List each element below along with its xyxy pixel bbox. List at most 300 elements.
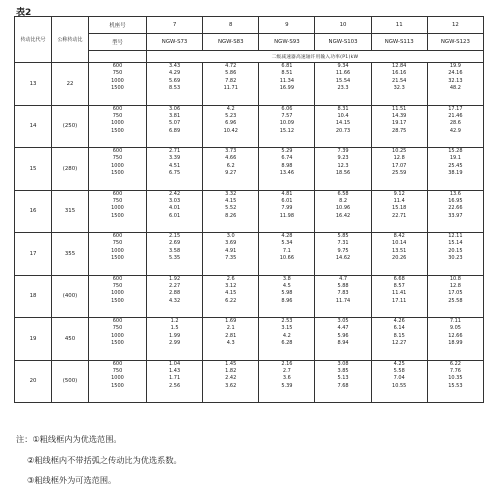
- power-value: 14.15: [335, 120, 351, 127]
- power-value: 10.09: [279, 120, 295, 127]
- power-cell: [259, 63, 315, 106]
- power-value: 2.16: [281, 360, 293, 367]
- power-value: 5.39: [281, 382, 293, 389]
- note-3: ③粗线框外为可选范围。: [27, 475, 117, 485]
- power-value: 4.72: [225, 63, 237, 69]
- power-value: 4.15: [225, 197, 237, 204]
- speed-value: 1000: [111, 247, 124, 254]
- power-value: 4.91: [225, 247, 237, 254]
- power-value: 38.19: [448, 170, 463, 177]
- power-cell: [315, 63, 371, 106]
- power-value: 10.96: [335, 205, 351, 212]
- power-value: 12.84: [392, 63, 407, 69]
- power-value: 15.14: [448, 240, 463, 247]
- power-value: 9.05: [449, 325, 461, 332]
- power-value: 1.2: [170, 318, 179, 324]
- power-value: 4.81: [281, 190, 293, 197]
- speed-value: 1500: [111, 382, 124, 389]
- power-value: 2.15: [169, 233, 181, 239]
- power-cell: [203, 190, 259, 233]
- power-value: 9.12: [393, 190, 405, 197]
- power-value: 3.08: [337, 360, 349, 367]
- power-value: 1.92: [169, 275, 181, 282]
- note-lead: 注：: [16, 434, 33, 444]
- power-value: 4.2: [226, 105, 235, 112]
- power-cell: [371, 63, 427, 106]
- power-value: 3.6: [282, 375, 291, 382]
- power-value: 3.43: [169, 63, 181, 69]
- speed-value: 600: [112, 190, 123, 197]
- power-cell: [259, 318, 315, 361]
- power-value: 2.53: [281, 318, 293, 324]
- power-value: 4.29: [169, 70, 181, 77]
- power-value: 7.1: [282, 247, 291, 254]
- model-s103: NGW-S103: [315, 34, 371, 51]
- ratio-code-header: 传动比代号: [15, 17, 52, 63]
- power-value: 8.57: [393, 282, 405, 289]
- power-value: 4.25: [393, 360, 405, 367]
- power-table: [14, 16, 484, 403]
- power-value: 11.74: [335, 297, 351, 304]
- power-value: 8.31: [337, 105, 349, 112]
- power-value: 12.3: [337, 162, 349, 169]
- power-value: 3.32: [225, 190, 237, 197]
- power-value: 10.55: [392, 382, 407, 389]
- power-cell: [147, 190, 203, 233]
- power-value: 3.05: [337, 318, 349, 324]
- table-row: [15, 105, 484, 148]
- power-value: 6.06: [281, 105, 293, 112]
- power-value: 4.2: [282, 332, 291, 339]
- power-value: 5.34: [281, 240, 293, 247]
- speed-value: 1000: [111, 290, 124, 297]
- power-value: 5.86: [225, 70, 237, 77]
- ratio-code-cell: 15: [15, 148, 52, 191]
- speed-value: 750: [112, 112, 123, 119]
- power-value: 5.85: [337, 233, 349, 239]
- power-value: 28.6: [449, 120, 461, 127]
- power-cell: [259, 233, 315, 276]
- power-value: 20.73: [335, 127, 351, 134]
- speed-value: 1500: [111, 170, 124, 177]
- power-value: 4.15: [225, 290, 237, 297]
- power-value: 7.31: [337, 240, 349, 247]
- speed-value: 1000: [111, 332, 124, 339]
- power-value: 2.1: [226, 325, 235, 332]
- speed-value: 750: [112, 70, 123, 77]
- speed-value: 1500: [111, 255, 124, 262]
- power-value: 6.01: [169, 212, 181, 219]
- speed-value: 600: [112, 63, 123, 69]
- power-cell: [315, 105, 371, 148]
- nominal-ratio-cell: 450: [52, 318, 89, 361]
- frame-9: 9: [259, 17, 315, 34]
- power-value: 6.14: [393, 325, 405, 332]
- power-value: 10.35: [448, 375, 463, 382]
- power-value: 4.32: [169, 297, 181, 304]
- speed-value: 600: [112, 318, 123, 324]
- power-value: 19.9: [449, 63, 461, 69]
- power-value: 6.01: [281, 197, 293, 204]
- speed-value: 750: [112, 325, 123, 332]
- power-value: 14.39: [392, 112, 407, 119]
- nominal-ratio-cell: (250): [52, 105, 89, 148]
- note-1: 注：①粗线框内为优选范围。: [16, 434, 122, 444]
- power-value: 11.71: [223, 85, 238, 92]
- power-value: 2.27: [169, 282, 181, 289]
- speed-value: 750: [112, 367, 123, 374]
- power-value: 5.23: [225, 112, 237, 119]
- power-value: 5.69: [169, 77, 181, 84]
- power-value: 4.7: [339, 275, 348, 282]
- power-value: 4.26: [393, 318, 405, 324]
- power-value: 10.14: [392, 240, 407, 247]
- speed-list: [89, 233, 147, 276]
- ratio-code-cell: 17: [15, 233, 52, 276]
- table-row: [15, 148, 484, 191]
- power-value: 2.56: [169, 382, 181, 389]
- power-value: 3.03: [169, 197, 181, 204]
- power-value: 9.23: [337, 155, 349, 162]
- power-value: 8.94: [337, 340, 349, 347]
- power-value: 10.25: [392, 148, 407, 154]
- notes: [16, 429, 182, 491]
- speed-value: 600: [112, 148, 123, 154]
- power-value: 8.15: [393, 332, 405, 339]
- power-cell: [147, 105, 203, 148]
- power-value: 7.68: [337, 382, 349, 389]
- power-cell: [203, 275, 259, 318]
- speed-value: 750: [112, 197, 123, 204]
- power-value: 16.16: [392, 70, 407, 77]
- speed-value: 1500: [111, 85, 124, 92]
- model-s113: NGW-S113: [371, 34, 427, 51]
- power-value: 15.53: [448, 382, 463, 389]
- power-value: 28.75: [392, 127, 407, 134]
- power-value: 6.81: [281, 63, 293, 69]
- speed-value: 750: [112, 155, 123, 162]
- power-value: 5.07: [169, 120, 181, 127]
- power-value: 17.11: [392, 297, 407, 304]
- power-cell: [371, 190, 427, 233]
- power-value: 3.12: [225, 282, 237, 289]
- power-value: 25.59: [392, 170, 407, 177]
- table-row: [15, 318, 484, 361]
- speed-value: 1000: [111, 162, 124, 169]
- power-cell: [427, 233, 483, 276]
- power-value: 6.75: [169, 170, 181, 177]
- table-row: [15, 275, 484, 318]
- power-value: 25.58: [448, 297, 463, 304]
- table-row: [15, 63, 484, 106]
- power-cell: [315, 360, 371, 403]
- power-value: 9.27: [225, 170, 237, 177]
- ratio-code-cell: 18: [15, 275, 52, 318]
- power-value: 5.29: [281, 148, 293, 154]
- power-value: 16.42: [335, 212, 351, 219]
- power-value: 5.88: [337, 282, 349, 289]
- power-value: 15.28: [448, 148, 463, 154]
- power-value: 6.22: [225, 297, 237, 304]
- power-value: 3.62: [225, 382, 237, 389]
- power-value: 7.83: [337, 290, 349, 297]
- power-value: 11.98: [279, 212, 295, 219]
- power-cell: [427, 318, 483, 361]
- power-value: 5.52: [225, 205, 237, 212]
- power-cell: [147, 148, 203, 191]
- power-value: 10.66: [279, 255, 295, 262]
- ratio-code-cell: 16: [15, 190, 52, 233]
- power-value: 7.04: [393, 375, 405, 382]
- power-value: 15.18: [392, 205, 407, 212]
- speed-list: [89, 105, 147, 148]
- power-value: 3.39: [169, 155, 181, 162]
- speed-value: 1500: [111, 212, 124, 219]
- speed-value: 600: [112, 275, 123, 282]
- power-value: 3.85: [337, 367, 349, 374]
- power-blank: [89, 51, 147, 63]
- power-value: 6.74: [281, 155, 293, 162]
- power-value: 33.97: [448, 212, 463, 219]
- power-value: 11.41: [392, 290, 407, 297]
- model-s123: NGW-S123: [427, 34, 483, 51]
- power-value: 2.99: [169, 340, 181, 347]
- power-value: 1.5: [170, 325, 179, 332]
- power-value: 2.88: [169, 290, 181, 297]
- power-value: 9.75: [337, 247, 349, 254]
- power-caption: 二级减速器高速轴许用输入功率(P1)kW: [147, 51, 484, 63]
- power-value: 6.58: [337, 190, 349, 197]
- power-value: 5.96: [337, 332, 349, 339]
- nominal-ratio-cell: (400): [52, 275, 89, 318]
- nominal-ratio-cell: 22: [52, 63, 89, 106]
- table-title: 表2: [16, 8, 32, 18]
- power-value: 4.01: [169, 205, 181, 212]
- frame-12: 12: [427, 17, 483, 34]
- power-value: 5.58: [393, 367, 405, 374]
- power-cell: [203, 105, 259, 148]
- power-value: 6.22: [449, 360, 461, 367]
- power-value: 12.8: [449, 282, 461, 289]
- power-value: 5.13: [337, 375, 349, 382]
- power-value: 15.12: [279, 127, 295, 134]
- power-cell: [315, 148, 371, 191]
- speed-value: 1000: [111, 120, 124, 127]
- speed-value: 1500: [111, 127, 124, 134]
- power-value: 7.35: [225, 255, 237, 262]
- power-cell: [203, 233, 259, 276]
- power-cell: [371, 233, 427, 276]
- power-value: 5.98: [281, 290, 293, 297]
- speed-list: [89, 190, 147, 233]
- power-value: 4.28: [281, 233, 293, 239]
- power-value: 3.06: [169, 105, 181, 112]
- power-cell: [371, 105, 427, 148]
- power-value: 8.96: [281, 297, 293, 304]
- power-value: 25.45: [448, 162, 463, 169]
- speed-list: [89, 275, 147, 318]
- power-value: 1.99: [169, 332, 181, 339]
- power-value: 7.57: [281, 112, 293, 119]
- power-value: 11.51: [392, 105, 407, 112]
- power-value: 11.4: [393, 197, 405, 204]
- power-value: 11.34: [279, 77, 295, 84]
- power-cell: [427, 105, 483, 148]
- power-cell: [259, 105, 315, 148]
- power-value: 3.73: [225, 148, 237, 154]
- model-s83: NGW-S83: [203, 34, 259, 51]
- speed-value: 600: [112, 233, 123, 239]
- model-s73: NGW-S73: [147, 34, 203, 51]
- power-value: 6.68: [393, 275, 405, 282]
- speed-value: 750: [112, 240, 123, 247]
- nominal-ratio-cell: 355: [52, 233, 89, 276]
- power-value: 17.07: [392, 162, 407, 169]
- power-value: 2.6: [226, 275, 235, 282]
- power-value: 1.69: [225, 318, 237, 324]
- power-cell: [147, 63, 203, 106]
- power-value: 6.28: [281, 340, 293, 347]
- speed-list: [89, 148, 147, 191]
- power-value: 15.54: [335, 77, 351, 84]
- power-value: 18.56: [335, 170, 351, 177]
- power-value: 32.13: [448, 77, 463, 84]
- power-value: 19.17: [392, 120, 407, 127]
- power-cell: [427, 63, 483, 106]
- power-value: 13.6: [449, 190, 461, 197]
- power-cell: [259, 148, 315, 191]
- power-value: 4.47: [337, 325, 349, 332]
- speed-value: 600: [112, 360, 123, 367]
- frame-8: 8: [203, 17, 259, 34]
- power-value: 10.42: [223, 127, 238, 134]
- power-value: 30.23: [448, 255, 463, 262]
- table-body: [15, 63, 484, 403]
- power-cell: [147, 360, 203, 403]
- power-value: 3.8: [282, 275, 291, 282]
- power-value: 17.05: [448, 290, 463, 297]
- power-cell: [427, 360, 483, 403]
- power-value: 2.69: [169, 240, 181, 247]
- power-cell: [203, 318, 259, 361]
- power-value: 7.76: [449, 367, 461, 374]
- power-cell: [259, 275, 315, 318]
- power-value: 14.62: [335, 255, 351, 262]
- power-value: 2.71: [169, 148, 181, 154]
- nominal-ratio-header: 公称传动比: [52, 17, 89, 63]
- frame-10: 10: [315, 17, 371, 34]
- power-value: 2.42: [169, 190, 181, 197]
- power-cell: [427, 148, 483, 191]
- power-value: 48.2: [449, 85, 461, 92]
- frame-label: 机座号: [89, 17, 147, 34]
- power-value: 1.43: [169, 367, 181, 374]
- power-value: 3.58: [169, 247, 181, 254]
- speed-value: 1500: [111, 297, 124, 304]
- power-value: 20.26: [392, 255, 407, 262]
- power-value: 6.89: [169, 127, 181, 134]
- power-value: 10.8: [449, 275, 461, 282]
- power-value: 3.81: [169, 112, 181, 119]
- power-cell: [203, 63, 259, 106]
- speed-value: 1000: [111, 375, 124, 382]
- power-value: 22.71: [392, 212, 407, 219]
- power-value: 4.5: [282, 282, 291, 289]
- frame-7: 7: [147, 17, 203, 34]
- power-value: 13.51: [392, 247, 407, 254]
- power-value: 5.35: [169, 255, 181, 262]
- power-value: 8.53: [169, 85, 181, 92]
- power-value: 21.46: [448, 112, 463, 119]
- power-value: 1.45: [225, 360, 237, 367]
- speed-list: [89, 63, 147, 106]
- power-cell: [147, 275, 203, 318]
- power-value: 8.42: [393, 233, 405, 239]
- power-value: 9.34: [337, 63, 349, 69]
- power-value: 3.15: [281, 325, 293, 332]
- power-value: 18.99: [448, 340, 463, 347]
- power-value: 8.98: [281, 162, 293, 169]
- power-cell: [259, 360, 315, 403]
- power-cell: [315, 318, 371, 361]
- power-cell: [371, 275, 427, 318]
- power-value: 12.66: [448, 332, 463, 339]
- speed-list: [89, 360, 147, 403]
- power-value: 7.82: [225, 77, 237, 84]
- power-value: 8.26: [225, 212, 237, 219]
- speed-list: [89, 318, 147, 361]
- power-value: 17.17: [448, 105, 463, 112]
- ratio-code-cell: 19: [15, 318, 52, 361]
- power-value: 11.66: [335, 70, 351, 77]
- table-row: [15, 360, 484, 403]
- power-value: 20.15: [448, 247, 463, 254]
- speed-value: 1000: [111, 77, 124, 84]
- table-row: [15, 233, 484, 276]
- power-value: 4.3: [226, 340, 235, 347]
- power-cell: [315, 190, 371, 233]
- power-value: 1.82: [225, 367, 237, 374]
- power-value: 24.16: [448, 70, 463, 77]
- header-row-frame: [15, 17, 484, 34]
- power-cell: [203, 148, 259, 191]
- power-value: 7.11: [449, 318, 461, 324]
- speed-value: 600: [112, 105, 123, 112]
- power-value: 32.3: [393, 85, 405, 92]
- table-row: [15, 190, 484, 233]
- power-value: 2.81: [225, 332, 237, 339]
- frame-11: 11: [371, 17, 427, 34]
- power-value: 4.51: [169, 162, 181, 169]
- nominal-ratio-cell: 315: [52, 190, 89, 233]
- power-value: 1.71: [169, 375, 181, 382]
- power-value: 42.9: [449, 127, 461, 134]
- ratio-code-cell: 20: [15, 360, 52, 403]
- nominal-ratio-cell: (280): [52, 148, 89, 191]
- power-cell: [371, 360, 427, 403]
- power-cell: [371, 148, 427, 191]
- power-value: 2.7: [282, 367, 291, 374]
- power-value: 3.0: [226, 233, 235, 239]
- power-value: 22.66: [448, 205, 463, 212]
- power-value: 2.42: [225, 375, 237, 382]
- power-cell: [147, 318, 203, 361]
- power-value: 6.96: [225, 120, 237, 127]
- power-value: 19.1: [449, 155, 461, 162]
- power-value: 1.04: [169, 360, 181, 367]
- power-value: 16.99: [279, 85, 295, 92]
- power-value: 21.54: [392, 77, 407, 84]
